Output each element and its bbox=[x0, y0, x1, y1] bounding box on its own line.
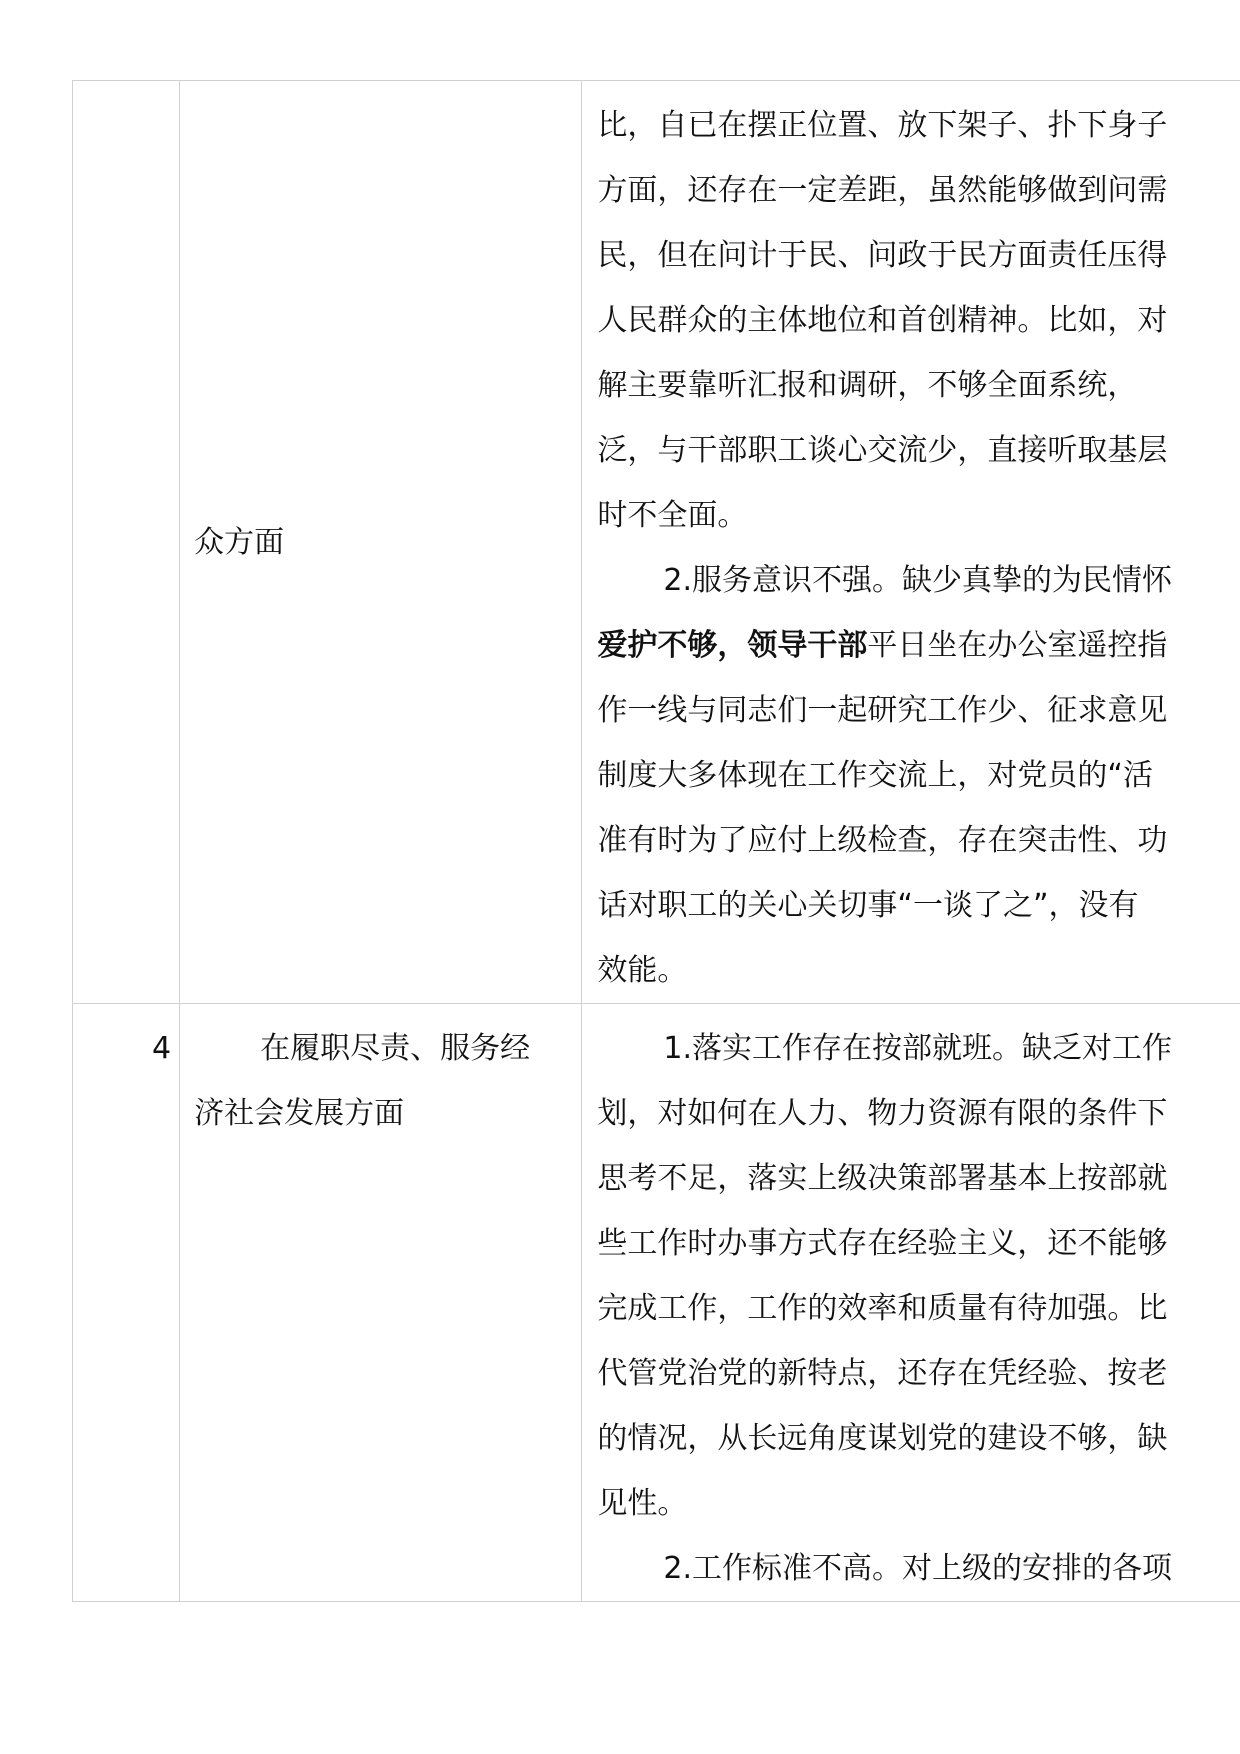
content-line: 泛，与干部职工谈心交流少，直接听取基层 bbox=[597, 433, 1168, 468]
content-line: 民，但在问计于民、问政于民方面责任压得 bbox=[597, 238, 1168, 273]
content-line: 比，自已在摆正位置、放下架子、扑下身子 bbox=[597, 108, 1168, 143]
content-line: 思考不足，落实上级决策部署基本上按部就 bbox=[597, 1161, 1168, 1196]
content-line: 解主要靠听汇报和调研，不够全面系统， bbox=[597, 368, 1138, 403]
content-line: 的情况，从长远角度谋划党的建设不够，缺 bbox=[597, 1421, 1168, 1456]
content-line: 人民群众的主体地位和首创精神。比如，对 bbox=[597, 303, 1168, 338]
content-line-paragraph-start bbox=[597, 1016, 1240, 1081]
row-number: 4 bbox=[73, 1004, 180, 1602]
content-line: 些工作时办事方式存在经验主义，还不能够 bbox=[597, 1226, 1168, 1261]
content-line-paragraph-start bbox=[597, 548, 1240, 613]
content-line: 代管党治党的新特点，还存在凭经验、按老 bbox=[597, 1356, 1168, 1391]
aspect-line: 众方面 bbox=[194, 524, 285, 560]
content-line-emphasized bbox=[597, 613, 1240, 678]
content-line: 准有时为了应付上级检查，存在突击性、功 bbox=[597, 823, 1168, 858]
row-number bbox=[73, 81, 180, 1004]
content-line: 作一线与同志们一起研究工作少、征求意见 bbox=[597, 693, 1168, 728]
content-line: 完成工作，工作的效率和质量有待加强。比 bbox=[597, 1291, 1168, 1326]
content-line: 方面，还存在一定差距，虽然能够做到问需 bbox=[597, 173, 1168, 208]
review-table bbox=[72, 80, 1240, 1602]
table-row bbox=[73, 81, 1240, 1004]
content-cell bbox=[582, 81, 1240, 1004]
content-cell bbox=[582, 1004, 1240, 1602]
content-line-paragraph-start bbox=[597, 1536, 1240, 1601]
aspect-cell bbox=[180, 1004, 582, 1602]
content-line: 划，对如何在人力、物力资源有限的条件下 bbox=[597, 1096, 1168, 1131]
aspect-line-text: 在履职尽责、服务经 bbox=[260, 1031, 531, 1066]
content-line: 制度大多体现在工作交流上，对党员的“活 bbox=[597, 758, 1153, 793]
content-line: 效能。 bbox=[597, 953, 688, 988]
content-line: 时不全面。 bbox=[597, 498, 748, 533]
aspect-cell bbox=[180, 81, 582, 1004]
aspect-line: 济社会发展方面 bbox=[194, 1096, 405, 1131]
table-row bbox=[73, 1004, 1240, 1602]
bold-emphasis: 爱护不够，领导干部 bbox=[597, 628, 868, 663]
content-line-text: 2.服务意识不强。缺少真挚的为民情怀 bbox=[663, 563, 1173, 598]
content-line: 见性。 bbox=[597, 1486, 688, 1521]
content-line-text: 1.落实工作存在按部就班。缺乏对工作 bbox=[663, 1031, 1173, 1066]
content-line-text: 2.工作标准不高。对上级的安排的各项 bbox=[663, 1551, 1173, 1586]
content-line: 话对职工的关心关切事“一谈了之”，没有 bbox=[597, 888, 1139, 923]
content-line-text: 平日坐在办公室遥控指 bbox=[867, 628, 1168, 663]
aspect-line-paragraph-start bbox=[194, 1016, 567, 1081]
